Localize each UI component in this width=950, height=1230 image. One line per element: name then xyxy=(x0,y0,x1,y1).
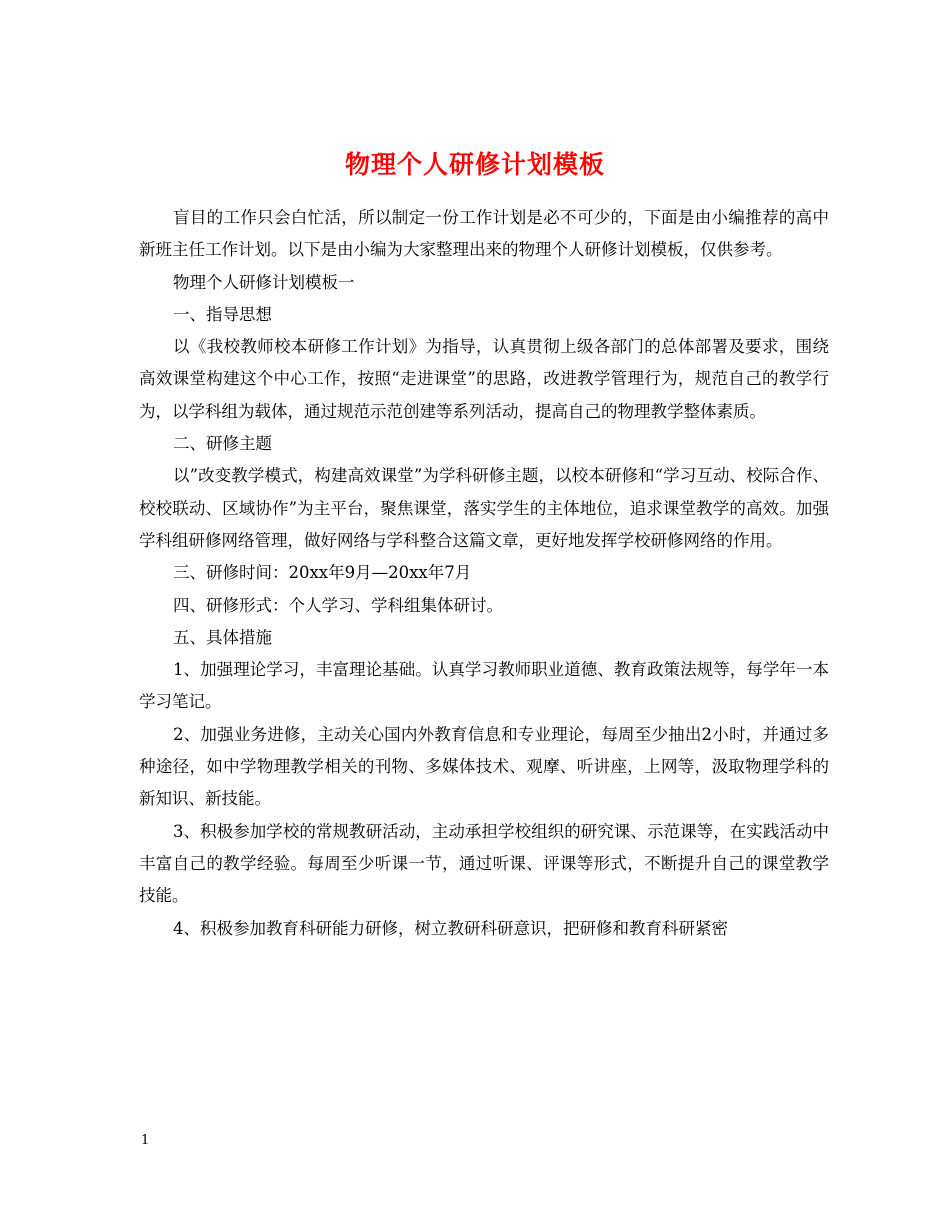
list-item-measure-2: 2、加强业务进修，主动关心国内外教育信息和专业理论，每周至少抽出2小时，并通过多种途径，如中学物理教学相关的刊物、多媒体技术、观摩、听讲座，上网等，汲取物理学科的新知识、新技能。 xyxy=(139,724,829,809)
section-research-form: 四、研修形式：个人学习、学科组集体研讨。 xyxy=(173,595,503,615)
document-title: 物理个人研修计划模板 xyxy=(344,149,605,179)
paragraph-guiding-thought: 以《我校教师校本研修工作计划》为指导，认真贯彻上级各部门的总体部署及要求，围绕高效课堂构建这个中心工作，按照“走进课堂”的思路，改进教学管理行为，规范自己的教学行为，以学科组为载体，通过规范示范创建等系列活动，提高自己的物理教学整体素质。 xyxy=(139,337,829,421)
paragraph-template-heading: 物理个人研修计划模板一 xyxy=(173,272,355,292)
page-number: 1 xyxy=(141,1133,150,1148)
list-item-measure-4: 4、积极参加教育科研能力研修，树立教研科研意识，把研修和教育科研紧密 xyxy=(173,918,728,938)
section-heading-measures: 五、具体措施 xyxy=(173,627,272,647)
section-research-time: 三、研修时间：20xx年9月—20xx年7月 xyxy=(173,563,472,583)
paragraph-research-theme: 以”改变教学模式，构建高效课堂”为学科研修主题，以校本研修和“学习互动、校际合作、校校联动、区域协作”为主平台，聚焦课堂，落实学生的主体地位，追求课堂教学的高效。加强学科组研修网络管理，做好网络与学科整合这篇文章，更好地发挥学校研修网络的作用。 xyxy=(139,466,829,550)
paragraph-intro: 盲目的工作只会白忙活，所以制定一份工作计划是必不可少的，下面是由小编推荐的高中新班主任工作计划。以下是由小编为大家整理出来的物理个人研修计划模板，仅供参考。 xyxy=(139,208,829,260)
document-body xyxy=(139,202,829,945)
list-item-measure-1: 1、加强理论学习，丰富理论基础。认真学习教师职业道德、教育政策法规等，每学年一本学习笔记。 xyxy=(139,660,829,712)
list-item-measure-3: 3、积极参加学校的常规教研活动，主动承担学校组织的研究课、示范课等，在实践活动中丰富自己的教学经验。每周至少听课一节，通过听课、评课等形式，不断提升自己的课堂教学技能。 xyxy=(139,821,829,906)
section-heading-guiding-thought: 一、指导思想 xyxy=(173,304,272,324)
section-heading-research-theme: 二、研修主题 xyxy=(173,434,272,454)
